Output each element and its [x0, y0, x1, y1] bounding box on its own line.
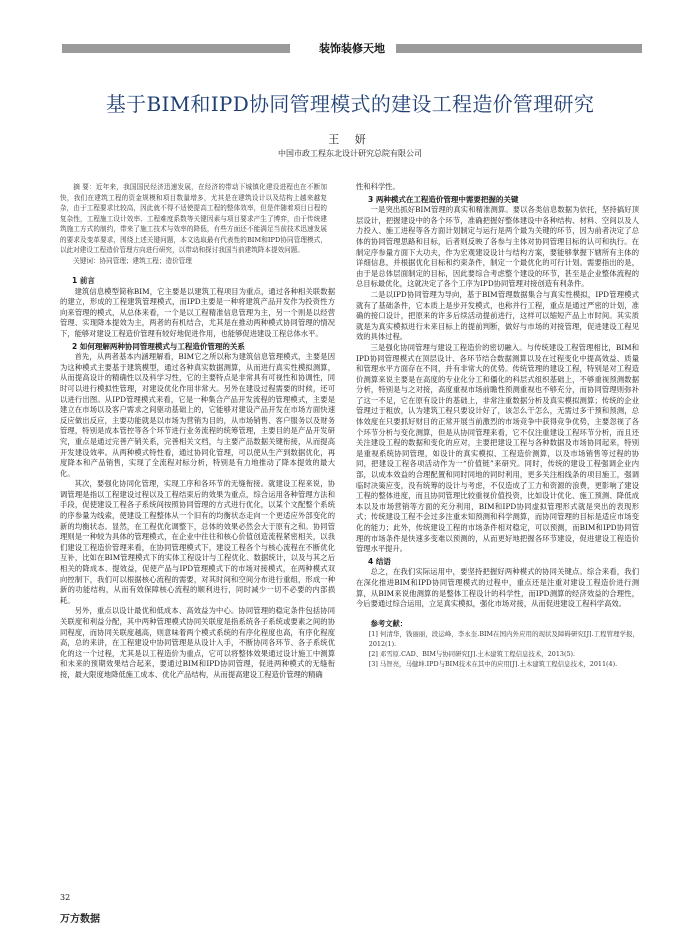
paragraph: 一是突出抓好BIM管理的真实和精准测算。要以各类信息数据为依托，坚持搞好顶层设计，把握建设中的各个环节，准确把握好整体建设中各种结构、材料、空间以及人力投入、施工进程等各方面计划制定与运行是两个最为关键的环节，因为前者决定了总体的协同管理思路和目标，后者则反映了各参与主体对协同管理目标的认可和执行。在制定序参量方面下大功夫，作为宏观建设设计与结构方案，要能够掌握下辖所有主体的详细信息，并根据优化目标和约束条件，制定一个最优化的可行计划。需要指出的是，由于是总体层面制定的目标，因此要综合考虑整个建设的环节，甚至是企业整体流程的总目标最优化，这就决定了各个工序为IPD协同管理对接创造有利条件。 — [356, 205, 639, 289]
wanfang-logo: 万方数据 — [60, 914, 100, 925]
reference-item: [2] 邓雪原.CAD、BIM与协同研究[J].土木建筑工程信息技术，2013(5). — [368, 650, 576, 659]
right-column — [356, 182, 639, 669]
reference-item: [3] 马智亮，马健坤.IPD与BIM技术在其中的应用[J].土木建筑工程信息技术，2011(4). — [368, 660, 618, 669]
paragraph: 其次，要强化协同化管理，实现工序和各环节的无缝衔接。就建设工程来说，协调管理是指以工程建设过程以及工程结束后的效果为重点，综合运用各种管理方法和手段，促使建设工程各子系统间按照协同管理的方式进行优化，以某个文配整个系统的序参量为线索，使建设工程整体从一个旧有的均衡状态走向一个更适应外部变化的新的均衡状态。显然，在工程优化调整下，总体的效果必然会大于原有之和。协同管理则是一种较为具体的管理模式，在企业中往往和核心价值创造流程紧密相关，以我们建设工程造价管理来看，在协同管理模式下，建设工程各个与核心流程在不断优化互补，比如在BIM管理模式下的实体工程设计与工程优化、数据统计，以及与其之后相关的降成本、提效益，促使产品与IPD管理模式下的市场对接模式，在两种模式双向控制下，我们可以根据核心流程的需要，对其时间和空间分布进行重组，形成一种新的功能结构，从而有效保障核心流程的顺利进行，同时减少一切不必要的内部损耗。 — [60, 479, 335, 605]
affiliation: 中国市政工程东北设计研究总院有限公司 — [278, 149, 422, 158]
paragraph: 首先，从两者基本内涵理解看，BIM它之所以称为建筑信息管理模式，主要是因为这种模式主要基于建筑模型，通过各种真实数据测算，从而进行真实性模拟测算，从而提高设计的精确性以及科学习性，它的主要特点是非常具有可视性和协调性，同时可以进行模拟性管理，对建设优化作用非常大。另外在建设过程需要的时候，还可以进行出图。从IPD管理模式来看，它是一种集合产品开发流程的管理模式，主要是建立在市场以及客户需求之间驱动基础上的，它能够对建设产品开发在市场方面快速反应做出反应，主要功能就是以市场为营销为目的，从市场销售、客户服务以及财务管理，特别是成本管控等各个环节进行业务流程的统筹管理，主要目的是产品开发研究，重点是通过完善产销关系，完善相关文档，与主要产品数据关键衔接，从而提高开发建设效率。从两种模式特性看，通过协同化管理，可以使从生产到数据优化，再度降本和产品销售，实现了全流程对标分析，特别是有力地推动了降本提效的最大化。 — [60, 352, 335, 478]
section-2-heading: 2 如何理解两种协同管理模式与工程造价管理的关系 — [72, 341, 245, 351]
section-3-heading: 3 两种模式在工程造价管理中需要把握的关键 — [368, 194, 519, 204]
abstract — [60, 182, 327, 266]
section-1-heading: 1 前言 — [72, 276, 95, 285]
paper-title: 基于BIM和IPD协同管理模式的建设工程造价管理研究 — [105, 92, 595, 116]
paragraph: 总之，在我们实际运用中，要坚持把握好两种模式的协同关键点。综合来看，我们在深化推进BIM和IPD协同管理模式的过程中，重点还是注重对建设工程造价进行测算，从BIM来说他测算的是整体工程设计的科学性，而IPD测算的经济效益的合理性，今后要通过综合运用，立足真实模拟，强化市场对接，从而促进建设工程科学高效。 — [356, 567, 639, 609]
reference-item: [1] 何清华，钱丽丽，段运峰，李永奎.BIM在国内外应用的现状及障碍研究[J].工程管理学报，2012(1). — [368, 630, 639, 649]
section-4-heading: 4 结语 — [368, 556, 391, 566]
paragraph: 三是强化协同管理与建设工程造价的密切融入。与传统建设工程管理相比，BIM和IPD协同管理模式在顶层设计、各环节结合数据测算以及在过程变化中提高效益、质量和管理水平方面存在不同，并有非常大的优势。传统管理的建设工程，特别是对工程造价测算来说主要是在高度的专业化分工和僵化的科层式组织基础上，不够重视预测数据分析，特别是与之对接，高度重视市场前瞻性预测重视也不够充分，而协同管理则弥补了这一不足，它在原有设计的基础上，非常注重数据分析及真实模拟测算；传统的企业管理过于粗放，认为建筑工程只要设计好了，该怎么干怎么，无需过多干预和预测，总体效度在只要抓好财目的正常开展当前激烈的市场竞争中获得竞争优势，主要忽视了各个环节分析与变化测算，但是从协同管理来看，它不仅注重建设工程环节分析，而且还关注建设工程的数据和变化的应对，主要把建设工程与各种数据及市场协同起来，特别是重视系统协同管理，如设计的真实模拟、工程造价测算，以及市场销售等过程的协同，把建设工程各项活动作为一“价值链”来研究。同时，传统的建设工程强调企业内部，以成本效益的合理配置和同时同地的同时利用，更多关注相线条的项目施工，强调临时决策应变，没有统筹的设计与考虑，不仅造成了工力和资源的浪费，更影响了建设工程的整体进度，而且协同管理比较重视价值投资，比如设计优化、施工预测、降低成本以及市场营销等方面的充分利用，BIM和IPD协同虚拟管理形式就是突出的表现形式；传统建设工程不会过多注重未知预测和科学测算，而协同管理的目标是适应市场变化的能力；此外，传统建设工程的市场条件相对稳定，可以预测，而BIM和IPD协同管理的市场条件是快速多变难以预测的，从而更好地把握各环节建设，促进建设工程造价管理水平提升。 — [356, 342, 639, 554]
references-heading: 参考文献： — [370, 618, 408, 628]
paragraph: 建筑信息模型简称BIM，它主要是以建筑工程项目为重点，通过各种相关联数据的建立，形成的工程建筑管理模式，而IPD主要是一种将建筑产品开发作为投资性方向来管理的模式，从总体来看，一个是以工程精准信息管理为主，另一个则是以经营管理、实现降本提效为主，两者的有机结合，尤其是在推动两种模式协同管理的情况下，能够对建设工程造价管理有较好地促进作用，也能够促进建设工程总体水平。 — [60, 286, 335, 338]
header-rule-right — [396, 44, 642, 53]
left-column — [60, 182, 335, 681]
page-number: 32 — [60, 893, 71, 902]
paragraph: 二是以IPD协同管理为导向，基于BIM管理数据集合与真实性模拟，IPD管理模式就有了基础条件，它本质上是步开发模式，也称并行工程，重点是通过严密的计划，准确的接口设计，把原来的许多后续活动提前进行，这样可以缩短产品上市时间。其实质就是为真实模拟进行未来目标上的提前判断，做好与市场的对接管理，促进建设工程见效的具体过程。 — [356, 289, 639, 342]
section-label: 装饰装修天地 — [319, 42, 385, 55]
author: 王 妍 — [328, 133, 372, 146]
header-rule-left — [62, 44, 290, 53]
paragraph: 另外，重点以设计最优和低成本、高效益为中心。协同管理的稳定条件包括协同关联度和利益分配，其中两种管理模式协同关联度是指系统各子系统或要素之间的协同程度，而协同关联度越高，则意味着两个模式系统的有序化程度也高，有序化程度高，总的来讲，在工程建设中协同管理是从设计入手，不断协同各环节、各子系统优化的这一个过程，尤其是以工程造价为重点，它可以将整体效果通过设计施工中测算和未来的预期效果结合起来，要通过BIM和IPD协同管理，促进两种模式的无缝衔接，最大限度地降低施工成本、优化产品结构，从而提高建设工程造价管理的精确 — [60, 606, 335, 679]
paragraph-continued: 性和科学性。 — [356, 182, 400, 191]
abstract-text: 摘 要：近年来，我国国民经济迅速发展，在经济的带动下城镇化建设进程也在不断加快，我们在建筑工程的资金规模和项目数量增多，尤其是在建筑设计以及结构上越来越复杂，由于工程要求比较高，因此就不得不适使提高工程的整体效率，但是伴随着项目日程的复杂性，工程施工设计效率、工程难度系数等关键因素与项目要求产生了博弈，由于传统建筑施工方式的制约，带来了施工技术与效率的降低，有些方面还不能满足当前技术迅速发展的要求及变革要求，围绕上述关键问题，本文选取最有代表性的BIM和IPD协同管理模式，以此对建设工程造价管理方向进行研究，以带动和探讨我国当前建筑降本提效问题。 — [60, 183, 327, 254]
keywords: 关键词：协同管理；建筑工程；造价管理 — [73, 256, 192, 265]
